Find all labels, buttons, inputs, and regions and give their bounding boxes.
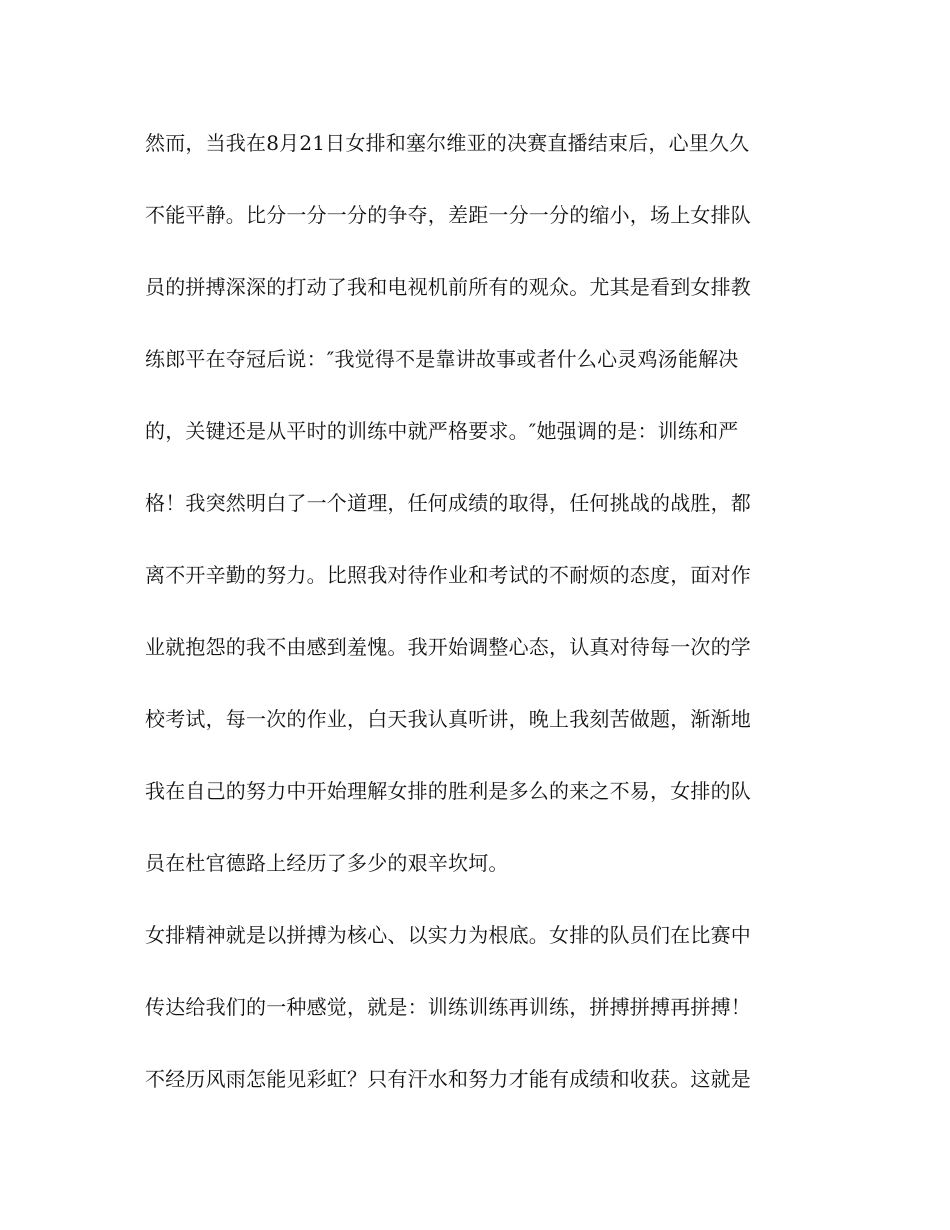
text-line: 我在自己的努力中开始理解女排的胜利是多么的来之不易，女排的队 [145, 779, 751, 803]
text-line: 不经历风雨怎能见彩虹？只有汗水和努力才能有成绩和收获。这就是 [145, 1067, 751, 1091]
text-line: 业就抱怨的我不由感到羞愧。我开始调整心态，认真对待每一次的学 [145, 635, 751, 659]
text-line: 练郎平在夺冠后说：″我觉得不是靠讲故事或者什么心灵鸡汤能解决 [145, 347, 739, 371]
text-line: 员在杜官德路上经历了多少的艰辛坎坷。 [145, 851, 509, 875]
text-line: 传达给我们的一种感觉，就是：训练训练再训练，拼搏拼搏再拼搏！ [145, 995, 751, 1019]
text-line: 离不开辛勤的努力。比照我对待作业和考试的不耐烦的态度，面对作 [145, 563, 751, 587]
paragraph-2 [145, 911, 815, 1127]
document-body [145, 119, 815, 1127]
text-line: 不能平静。比分一分一分的争夺，差距一分一分的缩小，场上女排队 [145, 203, 751, 227]
text-line: 女排精神就是以拼搏为核心、以实力为根底。女排的队员们在比赛中 [145, 923, 751, 947]
text-line: 员的拼搏深深的打动了我和电视机前所有的观众。尤其是看到女排教 [145, 275, 751, 299]
text-line: 的，关键还是从平时的训练中就严格要求。″她强调的是：训练和严 [145, 419, 739, 443]
text-line: 格！我突然明白了一个道理，任何成绩的取得，任何挑战的战胜，都 [145, 491, 751, 515]
text-line: 然而，当我在8月21日女排和塞尔维亚的决赛直播结束后，心里久久 [145, 131, 750, 155]
paragraph-1 [145, 119, 815, 911]
text-line: 校考试，每一次的作业，白天我认真听讲，晚上我刻苦做题，渐渐地 [145, 707, 751, 731]
